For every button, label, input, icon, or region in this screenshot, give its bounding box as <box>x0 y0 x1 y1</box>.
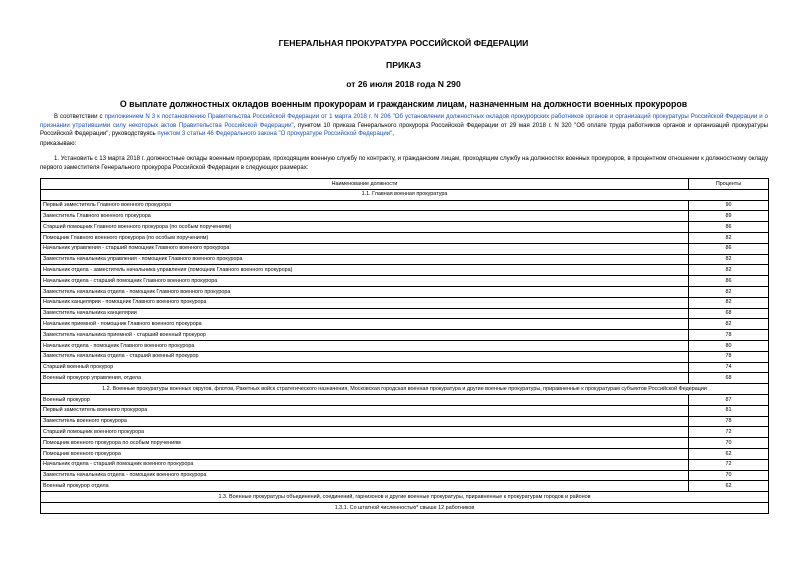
percent-cell: 68 <box>689 308 769 319</box>
column-header-position: Наименование должности <box>41 179 689 190</box>
percent-cell: 82 <box>689 232 769 243</box>
position-cell: Начальник управления - старший помощник Главного военного прокурора <box>41 243 689 254</box>
position-cell: Заместитель Главного военного прокурора <box>41 211 689 222</box>
percent-cell: 86 <box>689 243 769 254</box>
percent-cell: 80 <box>689 340 769 351</box>
preamble-text: В соответствии с <box>54 113 105 120</box>
section-heading: 1.1. Главная военная прокуратура <box>41 189 769 200</box>
table-row <box>41 427 769 438</box>
percent-cell: 68 <box>689 373 769 384</box>
position-cell: Начальник отдела - старший помощник Главного военного прокурора <box>41 276 689 287</box>
table-row <box>41 416 769 427</box>
doc-type-heading: ПРИКАЗ <box>386 60 421 70</box>
percent-cell: 82 <box>689 254 769 265</box>
table-row <box>41 438 769 449</box>
position-cell: Старший помощник Главного военного прокурора (по особым поручениям) <box>41 222 689 233</box>
section-row <box>41 502 769 513</box>
percent-cell: 62 <box>689 481 769 492</box>
position-cell: Заместитель начальника управления - помощник Главного военного прокурора <box>41 254 689 265</box>
table-row <box>41 362 769 373</box>
percent-cell: 72 <box>689 459 769 470</box>
position-cell: Помощник Главного военного прокурора (по особым поручениям) <box>41 232 689 243</box>
position-cell: Заместитель начальника отдела - помощник Главного военного прокурора <box>41 286 689 297</box>
org-heading: ГЕНЕРАЛЬНАЯ ПРОКУРАТУРА РОССИЙСКОЙ ФЕДЕРАЦИИ <box>278 38 529 48</box>
table-row <box>41 448 769 459</box>
percent-cell: 70 <box>689 438 769 449</box>
position-cell: Помощник военного прокурора <box>41 448 689 459</box>
position-cell: Старший военный прокурор <box>41 362 689 373</box>
position-cell: Первый заместитель Главного военного прокурора <box>41 200 689 211</box>
table-row <box>41 265 769 276</box>
table-row <box>41 340 769 351</box>
section-row <box>41 189 769 200</box>
position-cell: Военный прокурор управления, отдела <box>41 373 689 384</box>
percent-cell: 86 <box>689 276 769 287</box>
table-row <box>41 286 769 297</box>
table-row <box>41 243 769 254</box>
table-row <box>41 254 769 265</box>
position-cell: Заместитель военного прокурора <box>41 416 689 427</box>
table-row <box>41 200 769 211</box>
percent-cell: 82 <box>689 319 769 330</box>
percent-cell: 82 <box>689 297 769 308</box>
position-cell: Заместитель начальника отдела - старший военный прокурор <box>41 351 689 362</box>
order-word: приказываю: <box>40 140 77 147</box>
position-cell: Помощник военного прокурора по особым поручениям <box>41 438 689 449</box>
position-cell: Заместитель начальника приемной - старший военный прокурор <box>41 330 689 341</box>
table-row <box>41 394 769 405</box>
percent-cell: 62 <box>689 448 769 459</box>
table-header-row <box>41 179 769 190</box>
table-row <box>41 470 769 481</box>
table-row <box>41 481 769 492</box>
date-line: от 26 июля 2018 года N 290 <box>346 79 461 89</box>
table-row <box>41 211 769 222</box>
position-cell: Начальник отдела - помощник Главного военного прокурора <box>41 340 689 351</box>
percent-cell: 87 <box>689 394 769 405</box>
position-cell: Начальник отдела - заместитель начальника управления (помощник Главного военного прокурора) <box>41 265 689 276</box>
percent-cell: 82 <box>689 286 769 297</box>
position-cell: Заместитель начальника отдела - помощник военного прокурора <box>41 470 689 481</box>
percent-cell: 72 <box>689 427 769 438</box>
table-row <box>41 405 769 416</box>
position-cell: Первый заместитель военного прокурора <box>41 405 689 416</box>
position-cell: Заместитель начальника канцелярии <box>41 308 689 319</box>
section-row <box>41 492 769 503</box>
table-row <box>41 276 769 287</box>
section-row <box>41 384 769 395</box>
table-row <box>41 308 769 319</box>
table-row <box>41 222 769 233</box>
table-row <box>41 351 769 362</box>
position-cell: Военный прокурор <box>41 394 689 405</box>
position-cell: Военный прокурор отдела <box>41 481 689 492</box>
position-cell: Начальник канцелярии - помощник Главного военного прокурора <box>41 297 689 308</box>
preamble-text: , пунктом 10 приказа Генерального прокурора Российской Федерации от 29 мая 2018 г. N 320 "Об оплате труда работников органов и организаций прокуратуры Российской Федерации", руководствуясь <box>40 121 768 138</box>
percent-cell: 78 <box>689 416 769 427</box>
table-row <box>41 297 769 308</box>
table-row <box>41 459 769 470</box>
position-cell: Начальник приемной - помощник Главного военного прокурора <box>41 319 689 330</box>
table-row <box>41 319 769 330</box>
position-cell: Старший помощник военного прокурора <box>41 427 689 438</box>
preamble-paragraph <box>40 113 768 139</box>
percent-cell: 78 <box>689 351 769 362</box>
percent-cell: 78 <box>689 330 769 341</box>
table-row <box>41 330 769 341</box>
document-title: О выплате должностных окладов военным прокурорам и гражданским лицам, назначенным на должности военных прокуроров <box>119 99 688 109</box>
federal-law-link[interactable]: пунктом 3 статьи 46 Федерального закона "О прокуратуре Российской Федерации" <box>157 130 393 138</box>
section-heading: 1.3.1. Со штатной численностью* свыше 12 работников <box>41 502 769 513</box>
table-row <box>41 373 769 384</box>
preamble-text: , <box>392 130 394 138</box>
percent-cell: 74 <box>689 362 769 373</box>
table-row <box>41 232 769 243</box>
salary-table <box>40 178 769 514</box>
percent-cell: 86 <box>689 222 769 233</box>
government-decree-link[interactable]: приложением N 3 к постановлению Правительства Российской Федерации от 1 марта 2018 г. N 206 "Об установлении должностных окладов прокурорских работников органов и организаций прокуратуры Российской Федерации и о признании утратившими силу некоторых актов Правительства Российской Федерации" <box>40 113 769 129</box>
section-heading: 1.3. Военные прокуратуры объединений, соединений, гарнизонов и другие военные прокуратуры, приравненные к прокуратурам городов и районов <box>41 492 769 503</box>
percent-cell: 81 <box>689 405 769 416</box>
percent-cell: 89 <box>689 211 769 222</box>
position-cell: Начальник отдела - старший помощник военного прокурора <box>41 459 689 470</box>
section-heading: 1.2. Военные прокуратуры военных округов, флотов, Ракетных войск стратегического назначения, Московская городская военная прокуратура и другие военные прокуратуры, приравненные к прокуратурам субъектов Российской Федерации <box>41 384 769 395</box>
item-1-paragraph: 1. Установить с 13 марта 2018 г. должностные оклады военным прокурорам, проходящим военную службу по контракту, и гражданским лицам, проходящим службу на должностях военных прокуроров, в процентном отношении к должностному окладу первого заместителя Генерального прокурора Российской Федерации в следующих размерах: <box>40 155 768 171</box>
percent-cell: 70 <box>689 470 769 481</box>
column-header-percent: Проценты <box>689 179 769 190</box>
percent-cell: 90 <box>689 200 769 211</box>
percent-cell: 82 <box>689 265 769 276</box>
